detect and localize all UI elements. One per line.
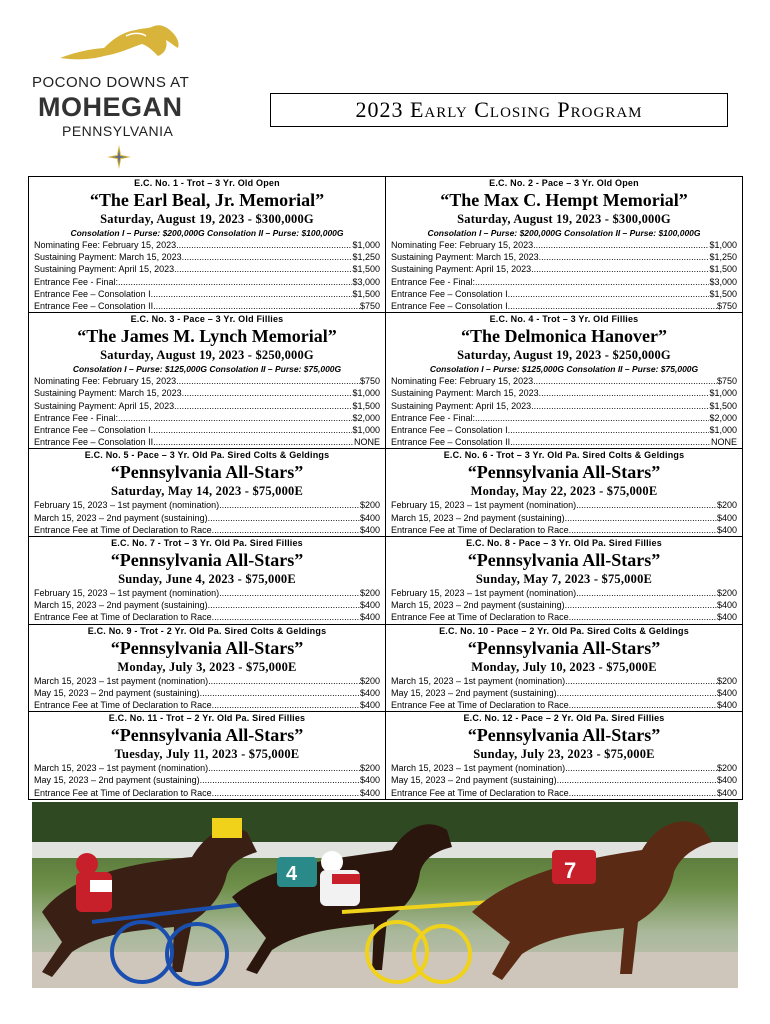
- fee-label: February 15, 2023 – 1st payment (nomination): [34, 500, 220, 511]
- race-consolation: Consolation I – Purse: $200,000G Consolation II – Purse: $100,000G: [70, 228, 344, 238]
- fee-label: Entrance Fee – Consolation II: [34, 437, 154, 448]
- fee-line: [34, 512, 380, 524]
- race-ec-number: E.C. No. 9 - Trot - 2 Yr. Old Pa. Sired Colts & Geldings: [87, 625, 327, 636]
- race-card: [29, 313, 386, 449]
- fee-line: [34, 300, 380, 312]
- race-card: [29, 712, 386, 800]
- fee-amount: $2,000: [709, 412, 737, 423]
- race-card: [386, 313, 743, 449]
- race-ec-number: E.C. No. 3 - Pace – 3 Yr. Old Fillies: [130, 314, 284, 325]
- race-ec-number: E.C. No. 10 - Pace – 2 Yr. Old Pa. Sired Colts & Geldings: [439, 625, 689, 636]
- fee-amount: $1,250: [709, 252, 737, 263]
- fee-amount: $1,000: [352, 388, 380, 399]
- race-date: Saturday, August 19, 2023 - $300,000G: [457, 212, 671, 226]
- fee-amount: $400: [359, 524, 380, 535]
- fee-amount: $1,500: [352, 264, 380, 275]
- fee-label: March 15, 2023 – 2nd payment (sustaining): [34, 600, 208, 611]
- fee-label: Sustaining Payment: March 15, 2023: [391, 252, 539, 263]
- fee-line: [391, 524, 737, 536]
- fee-line: [391, 787, 737, 799]
- fee-label: Entrance Fee - Final:: [34, 412, 119, 423]
- fee-label: March 15, 2023 – 1st payment (nomination): [391, 675, 566, 686]
- fee-line: [391, 436, 737, 448]
- fee-line: [391, 611, 737, 623]
- fee-line: [391, 675, 737, 687]
- fee-amount: $1,500: [709, 264, 737, 275]
- fee-line: [34, 687, 380, 699]
- fee-amount: $1,000: [709, 240, 737, 250]
- fee-label: Entrance Fee at Time of Declaration to Race: [391, 612, 569, 623]
- fee-amount: $400: [716, 524, 737, 535]
- fee-label: March 15, 2023 – 2nd payment (sustaining): [391, 512, 565, 523]
- fee-amount: $400: [359, 512, 380, 523]
- fee-line: [391, 387, 737, 399]
- fee-line: [391, 687, 737, 699]
- fee-line: [391, 288, 737, 300]
- races-row: [29, 177, 743, 313]
- fee-label: Nominating Fee: February 15, 2023: [34, 376, 177, 387]
- race-ec-number: E.C. No. 11 - Trot – 2 Yr. Old Pa. Sired Fillies: [108, 713, 306, 724]
- fee-amount: $200: [359, 500, 380, 511]
- race-date: Monday, July 10, 2023 - $75,000E: [471, 659, 657, 674]
- race-title: “Pennsylvania All-Stars”: [467, 462, 661, 483]
- fee-line: [34, 436, 380, 448]
- races-row: [29, 537, 743, 625]
- fee-amount: $400: [359, 787, 380, 798]
- fee-line: [34, 412, 380, 424]
- compass-star-icon: [106, 144, 132, 170]
- fee-label: Entrance Fee – Consolation II: [391, 437, 511, 448]
- fee-label: Sustaining Payment: April 15, 2023: [391, 264, 532, 275]
- race-title: “The James M. Lynch Memorial”: [77, 326, 337, 347]
- race-title: “Pennsylvania All-Stars”: [110, 462, 304, 483]
- race-card: [386, 537, 743, 625]
- race-date: Saturday, May 14, 2023 - $75,000E: [110, 484, 304, 499]
- fee-amount: $1,000: [709, 388, 737, 399]
- fee-amount: $400: [716, 787, 737, 798]
- fee-label: May 15, 2023 – 2nd payment (sustaining): [391, 687, 557, 698]
- fee-line: [391, 251, 737, 263]
- fee-label: Sustaining Payment: April 15, 2023: [391, 400, 532, 411]
- fee-amount: $200: [359, 675, 380, 686]
- fee-amount: NONE: [353, 437, 380, 448]
- race-date: Saturday, August 19, 2023 - $300,000G: [100, 212, 314, 226]
- fee-line: [34, 675, 380, 687]
- pocono-downs-logo: [28, 22, 218, 172]
- races-grid: [28, 176, 743, 800]
- fee-amount: $1,000: [709, 425, 737, 436]
- race-ec-number: E.C. No. 4 - Trot – 3 Yr. Old Fillies: [489, 314, 639, 325]
- fee-line: [391, 400, 737, 412]
- fee-line: [34, 499, 380, 511]
- fee-amount: $750: [716, 301, 737, 312]
- fee-label: May 15, 2023 – 2nd payment (sustaining): [391, 775, 557, 786]
- race-date: Monday, May 22, 2023 - $75,000E: [470, 484, 658, 499]
- fee-amount: $400: [359, 612, 380, 623]
- fee-line: [34, 251, 380, 263]
- logo-line-2: MOHEGAN: [38, 92, 183, 122]
- fee-amount: $2,000: [352, 412, 380, 423]
- race-date: Tuesday, July 11, 2023 - $75,000E: [114, 747, 300, 762]
- race-ec-number: E.C. No. 12 - Pace – 2 Yr. Old Pa. Sired Fillies: [463, 713, 665, 724]
- fee-amount: $3,000: [352, 276, 380, 287]
- fee-label: Sustaining Payment: March 15, 2023: [34, 252, 182, 263]
- fee-line: [391, 512, 737, 524]
- race-title: “Pennsylvania All-Stars”: [110, 725, 304, 746]
- race-card: [386, 625, 743, 713]
- race-consolation: Consolation I – Purse: $125,000G Consolation II – Purse: $75,000G: [72, 364, 342, 375]
- fee-label: Entrance Fee – Consolation I: [391, 425, 508, 436]
- fee-line: [34, 699, 380, 711]
- program-banner: 2023 Early Closing Program: [270, 93, 728, 127]
- fee-label: Entrance Fee at Time of Declaration to Race: [391, 524, 569, 535]
- fee-label: February 15, 2023 – 1st payment (nomination): [34, 588, 220, 599]
- fee-label: Entrance Fee - Final:: [34, 276, 119, 287]
- fee-label: Sustaining Payment: April 15, 2023: [34, 400, 175, 411]
- fee-line: [34, 288, 380, 300]
- fee-amount: $1,500: [352, 400, 380, 411]
- race-consolation: Consolation I – Purse: $125,000G Consolation II – Purse: $75,000G: [429, 364, 699, 375]
- fee-label: Entrance Fee at Time of Declaration to Race: [391, 787, 569, 798]
- race-card: [386, 177, 743, 313]
- fee-line: [34, 400, 380, 412]
- fee-amount: $1,250: [352, 252, 380, 263]
- fee-line: [34, 587, 380, 599]
- race-card: [29, 537, 386, 625]
- fee-line: [391, 412, 737, 424]
- race-consolation: Consolation I – Purse: $200,000G Consolation II – Purse: $100,000G: [427, 228, 701, 238]
- fee-line: [34, 599, 380, 611]
- fee-label: Nominating Fee: February 15, 2023: [391, 376, 534, 387]
- fee-line: [34, 387, 380, 399]
- race-date: Sunday, July 23, 2023 - $75,000E: [473, 747, 655, 762]
- fee-label: Sustaining Payment: March 15, 2023: [391, 388, 539, 399]
- races-row: [29, 449, 743, 537]
- fee-label: Entrance Fee - Final:: [391, 276, 476, 287]
- fee-label: Entrance Fee at Time of Declaration to Race: [34, 700, 212, 711]
- fee-line: [34, 611, 380, 623]
- fee-label: Entrance Fee – Consolation I: [391, 288, 508, 299]
- fee-amount: $200: [359, 588, 380, 599]
- fee-amount: $1,500: [352, 288, 380, 299]
- fee-amount: $750: [359, 301, 380, 312]
- fee-label: May 15, 2023 – 2nd payment (sustaining): [34, 687, 200, 698]
- fee-label: March 15, 2023 – 1st payment (nomination): [34, 675, 209, 686]
- fee-amount: $400: [716, 512, 737, 523]
- fee-amount: $400: [716, 700, 737, 711]
- race-ec-number: E.C. No. 7 - Trot – 3 Yr. Old Pa. Sired Fillies: [111, 538, 303, 549]
- race-date: Saturday, August 19, 2023 - $250,000G: [100, 348, 314, 363]
- race-ec-number: E.C. No. 2 - Pace – 3 Yr. Old Open: [489, 178, 639, 188]
- race-title: “The Max C. Hempt Memorial”: [440, 190, 688, 210]
- race-title: “Pennsylvania All-Stars”: [467, 637, 661, 658]
- fee-label: March 15, 2023 – 2nd payment (sustaining): [391, 600, 565, 611]
- fee-line: [34, 276, 380, 288]
- fee-line: [34, 263, 380, 275]
- fee-line: [34, 424, 380, 436]
- fee-amount: $1,500: [709, 288, 737, 299]
- fee-line: [34, 239, 380, 251]
- fee-amount: $200: [359, 763, 380, 774]
- fee-line: [34, 774, 380, 786]
- race-title: “The Delmonica Hanover”: [461, 326, 667, 347]
- fee-amount: $750: [359, 376, 380, 387]
- fee-amount: $400: [359, 687, 380, 698]
- fee-label: Entrance Fee – Consolation I: [34, 425, 151, 436]
- fee-label: Entrance Fee - Final:: [391, 412, 476, 423]
- fee-line: [391, 263, 737, 275]
- fee-line: [391, 599, 737, 611]
- fee-amount: $400: [716, 687, 737, 698]
- fee-amount: $750: [716, 376, 737, 387]
- harness-racing-photo: [32, 802, 738, 988]
- race-ec-number: E.C. No. 8 - Pace – 3 Yr. Old Pa. Sired Fillies: [466, 538, 662, 549]
- race-card: [29, 177, 386, 313]
- race-card: [29, 449, 386, 537]
- race-title: “Pennsylvania All-Stars”: [110, 637, 304, 658]
- race-card: [386, 712, 743, 800]
- fee-amount: $400: [359, 600, 380, 611]
- race-ec-number: E.C. No. 1 - Trot – 3 Yr. Old Open: [134, 178, 280, 188]
- fee-amount: $400: [359, 700, 380, 711]
- race-date: Sunday, June 4, 2023 - $75,000E: [118, 572, 296, 587]
- horse-logo-icon: [56, 22, 186, 72]
- fee-amount: $200: [716, 500, 737, 511]
- race-card: [29, 625, 386, 713]
- fee-line: [391, 762, 737, 774]
- race-title: “Pennsylvania All-Stars”: [110, 550, 304, 571]
- fee-amount: NONE: [710, 437, 737, 448]
- race-ec-number: E.C. No. 5 - Pace – 3 Yr. Old Pa. Sired Colts & Geldings: [84, 450, 330, 461]
- fee-line: [391, 774, 737, 786]
- fee-amount: $1,000: [352, 425, 380, 436]
- fee-amount: $400: [359, 775, 380, 786]
- fee-label: March 15, 2023 – 1st payment (nomination): [391, 763, 566, 774]
- race-ec-number: E.C. No. 6 - Trot – 3 Yr. Old Pa. Sired Colts & Geldings: [443, 450, 685, 461]
- fee-label: May 15, 2023 – 2nd payment (sustaining): [34, 775, 200, 786]
- fee-label: Entrance Fee – Consolation I: [391, 301, 508, 312]
- race-title: “Pennsylvania All-Stars”: [467, 550, 661, 571]
- fee-label: February 15, 2023 – 1st payment (nomination): [391, 500, 577, 511]
- fee-label: Entrance Fee at Time of Declaration to Race: [34, 787, 212, 798]
- fee-label: Entrance Fee at Time of Declaration to Race: [34, 612, 212, 623]
- races-row: [29, 313, 743, 449]
- fee-line: [34, 787, 380, 799]
- fee-line: [34, 762, 380, 774]
- races-row: [29, 712, 743, 800]
- fee-amount: $1,000: [352, 240, 380, 250]
- fee-line: [391, 587, 737, 599]
- fee-label: Entrance Fee – Consolation II: [34, 301, 154, 312]
- fee-amount: $1,500: [709, 400, 737, 411]
- fee-amount: $200: [716, 763, 737, 774]
- races-row: [29, 625, 743, 713]
- fee-line: [391, 499, 737, 511]
- fee-line: [391, 699, 737, 711]
- fee-label: Sustaining Payment: April 15, 2023: [34, 264, 175, 275]
- fee-line: [391, 375, 737, 387]
- fee-label: Entrance Fee – Consolation I: [34, 288, 151, 299]
- fee-label: Sustaining Payment: March 15, 2023: [34, 388, 182, 399]
- fee-line: [391, 424, 737, 436]
- logo-line-3: PENNSYLVANIA: [62, 123, 174, 139]
- saddle-cloth-number: 4: [286, 863, 298, 885]
- race-date: Saturday, August 19, 2023 - $250,000G: [457, 348, 671, 363]
- saddle-cloth-number: 7: [564, 858, 577, 883]
- race-card: [386, 449, 743, 537]
- race-date: Monday, July 3, 2023 - $75,000E: [117, 659, 297, 674]
- race-title: “The Earl Beal, Jr. Memorial”: [89, 190, 325, 210]
- fee-line: [34, 375, 380, 387]
- fee-label: March 15, 2023 – 1st payment (nomination): [34, 763, 209, 774]
- fee-amount: $400: [716, 775, 737, 786]
- race-title: “Pennsylvania All-Stars”: [467, 725, 661, 746]
- fee-amount: $200: [716, 588, 737, 599]
- fee-label: Nominating Fee: February 15, 2023: [34, 240, 177, 250]
- fee-amount: $400: [716, 600, 737, 611]
- fee-line: [391, 239, 737, 251]
- fee-label: February 15, 2023 – 1st payment (nomination): [391, 588, 577, 599]
- fee-amount: $400: [716, 612, 737, 623]
- fee-line: [391, 276, 737, 288]
- fee-amount: $3,000: [709, 276, 737, 287]
- fee-label: Entrance Fee at Time of Declaration to Race: [34, 524, 212, 535]
- fee-label: Entrance Fee at Time of Declaration to Race: [391, 700, 569, 711]
- fee-line: [34, 524, 380, 536]
- fee-label: Nominating Fee: February 15, 2023: [391, 240, 534, 250]
- fee-line: [391, 300, 737, 312]
- logo-line-1: POCONO DOWNS AT: [32, 74, 190, 91]
- fee-label: March 15, 2023 – 2nd payment (sustaining): [34, 512, 208, 523]
- race-date: Sunday, May 7, 2023 - $75,000E: [475, 572, 653, 587]
- fee-amount: $200: [716, 675, 737, 686]
